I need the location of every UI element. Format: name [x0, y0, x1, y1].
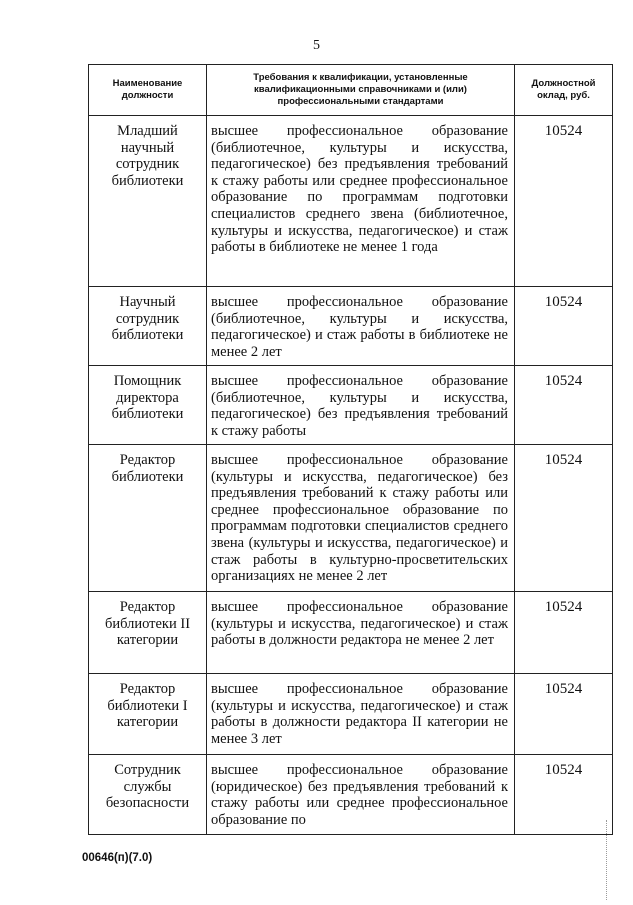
requirements-cell: высшее профессиональное образование (культуры и искусства, педагогическое) и стаж работы в должности редактора не менее 2 лет	[207, 592, 515, 674]
position-cell: Младший научный сотрудник библиотеки	[89, 116, 207, 287]
requirements-cell: высшее профессиональное образование (библиотечное, культуры и искусства, педагогическое) без предъявления требований к стажу работы или среднее профессиональное образование по программам подготовки специалистов среднего звена (библиотечное, культуры и искусства, педагогическое) и стаж работы в библиотеке не менее 1 года	[207, 116, 515, 287]
salary-cell: 10524	[515, 366, 613, 445]
position-cell: Помощник директора библиотеки	[89, 366, 207, 445]
salary-cell: 10524	[515, 116, 613, 287]
position-cell: Сотрудник службы безопасности	[89, 755, 207, 835]
table-header-row	[89, 65, 613, 116]
position-cell: Научный сотрудник библиотеки	[89, 287, 207, 366]
scan-margin-dots	[606, 820, 608, 900]
requirements-cell: высшее профессиональное образование (библиотечное, культуры и искусства, педагогическое) и стаж работы в библиотеке не менее 2 лет	[207, 287, 515, 366]
header-position: Наименование должности	[89, 65, 207, 116]
table-row	[89, 287, 613, 366]
header-requirements: Требования к квалификации, установленные квалификационными справочниками и (или) профессиональными стандартами	[207, 65, 515, 116]
salary-cell: 10524	[515, 755, 613, 835]
table-row	[89, 116, 613, 287]
salary-cell: 10524	[515, 674, 613, 755]
requirements-cell: высшее профессиональное образование (юридическое) без предъявления требований к стажу работы или среднее профессиональное образование по	[207, 755, 515, 835]
position-cell: Редактор библиотеки	[89, 445, 207, 592]
salary-cell: 10524	[515, 445, 613, 592]
header-salary: Должностной оклад, руб.	[515, 65, 613, 116]
qualification-table	[88, 64, 613, 835]
document-code: 00646(п)(7.0)	[82, 852, 153, 864]
page-number: 5	[313, 38, 320, 53]
table-row	[89, 366, 613, 445]
table-row	[89, 755, 613, 835]
position-cell: Редактор библиотеки I категории	[89, 674, 207, 755]
salary-cell: 10524	[515, 287, 613, 366]
requirements-cell: высшее профессиональное образование (библиотечное, культуры и искусства, педагогическое) без предъявления требований к стажу работы	[207, 366, 515, 445]
table-row	[89, 445, 613, 592]
salary-cell: 10524	[515, 592, 613, 674]
requirements-cell: высшее профессиональное образование (культуры и искусства, педагогическое) без предъявления требований к стажу работы или среднее профессиональное образование по программам подготовки специалистов среднего звена (культуры и искусства, педагогическое) и стаж работы в культурно-просветительских организациях не менее 2 лет	[207, 445, 515, 592]
position-cell: Редактор библиотеки II категории	[89, 592, 207, 674]
requirements-cell: высшее профессиональное образование (культуры и искусства, педагогическое) и стаж работы в должности редактора II категории не менее 3 лет	[207, 674, 515, 755]
table-row	[89, 592, 613, 674]
table-row	[89, 674, 613, 755]
